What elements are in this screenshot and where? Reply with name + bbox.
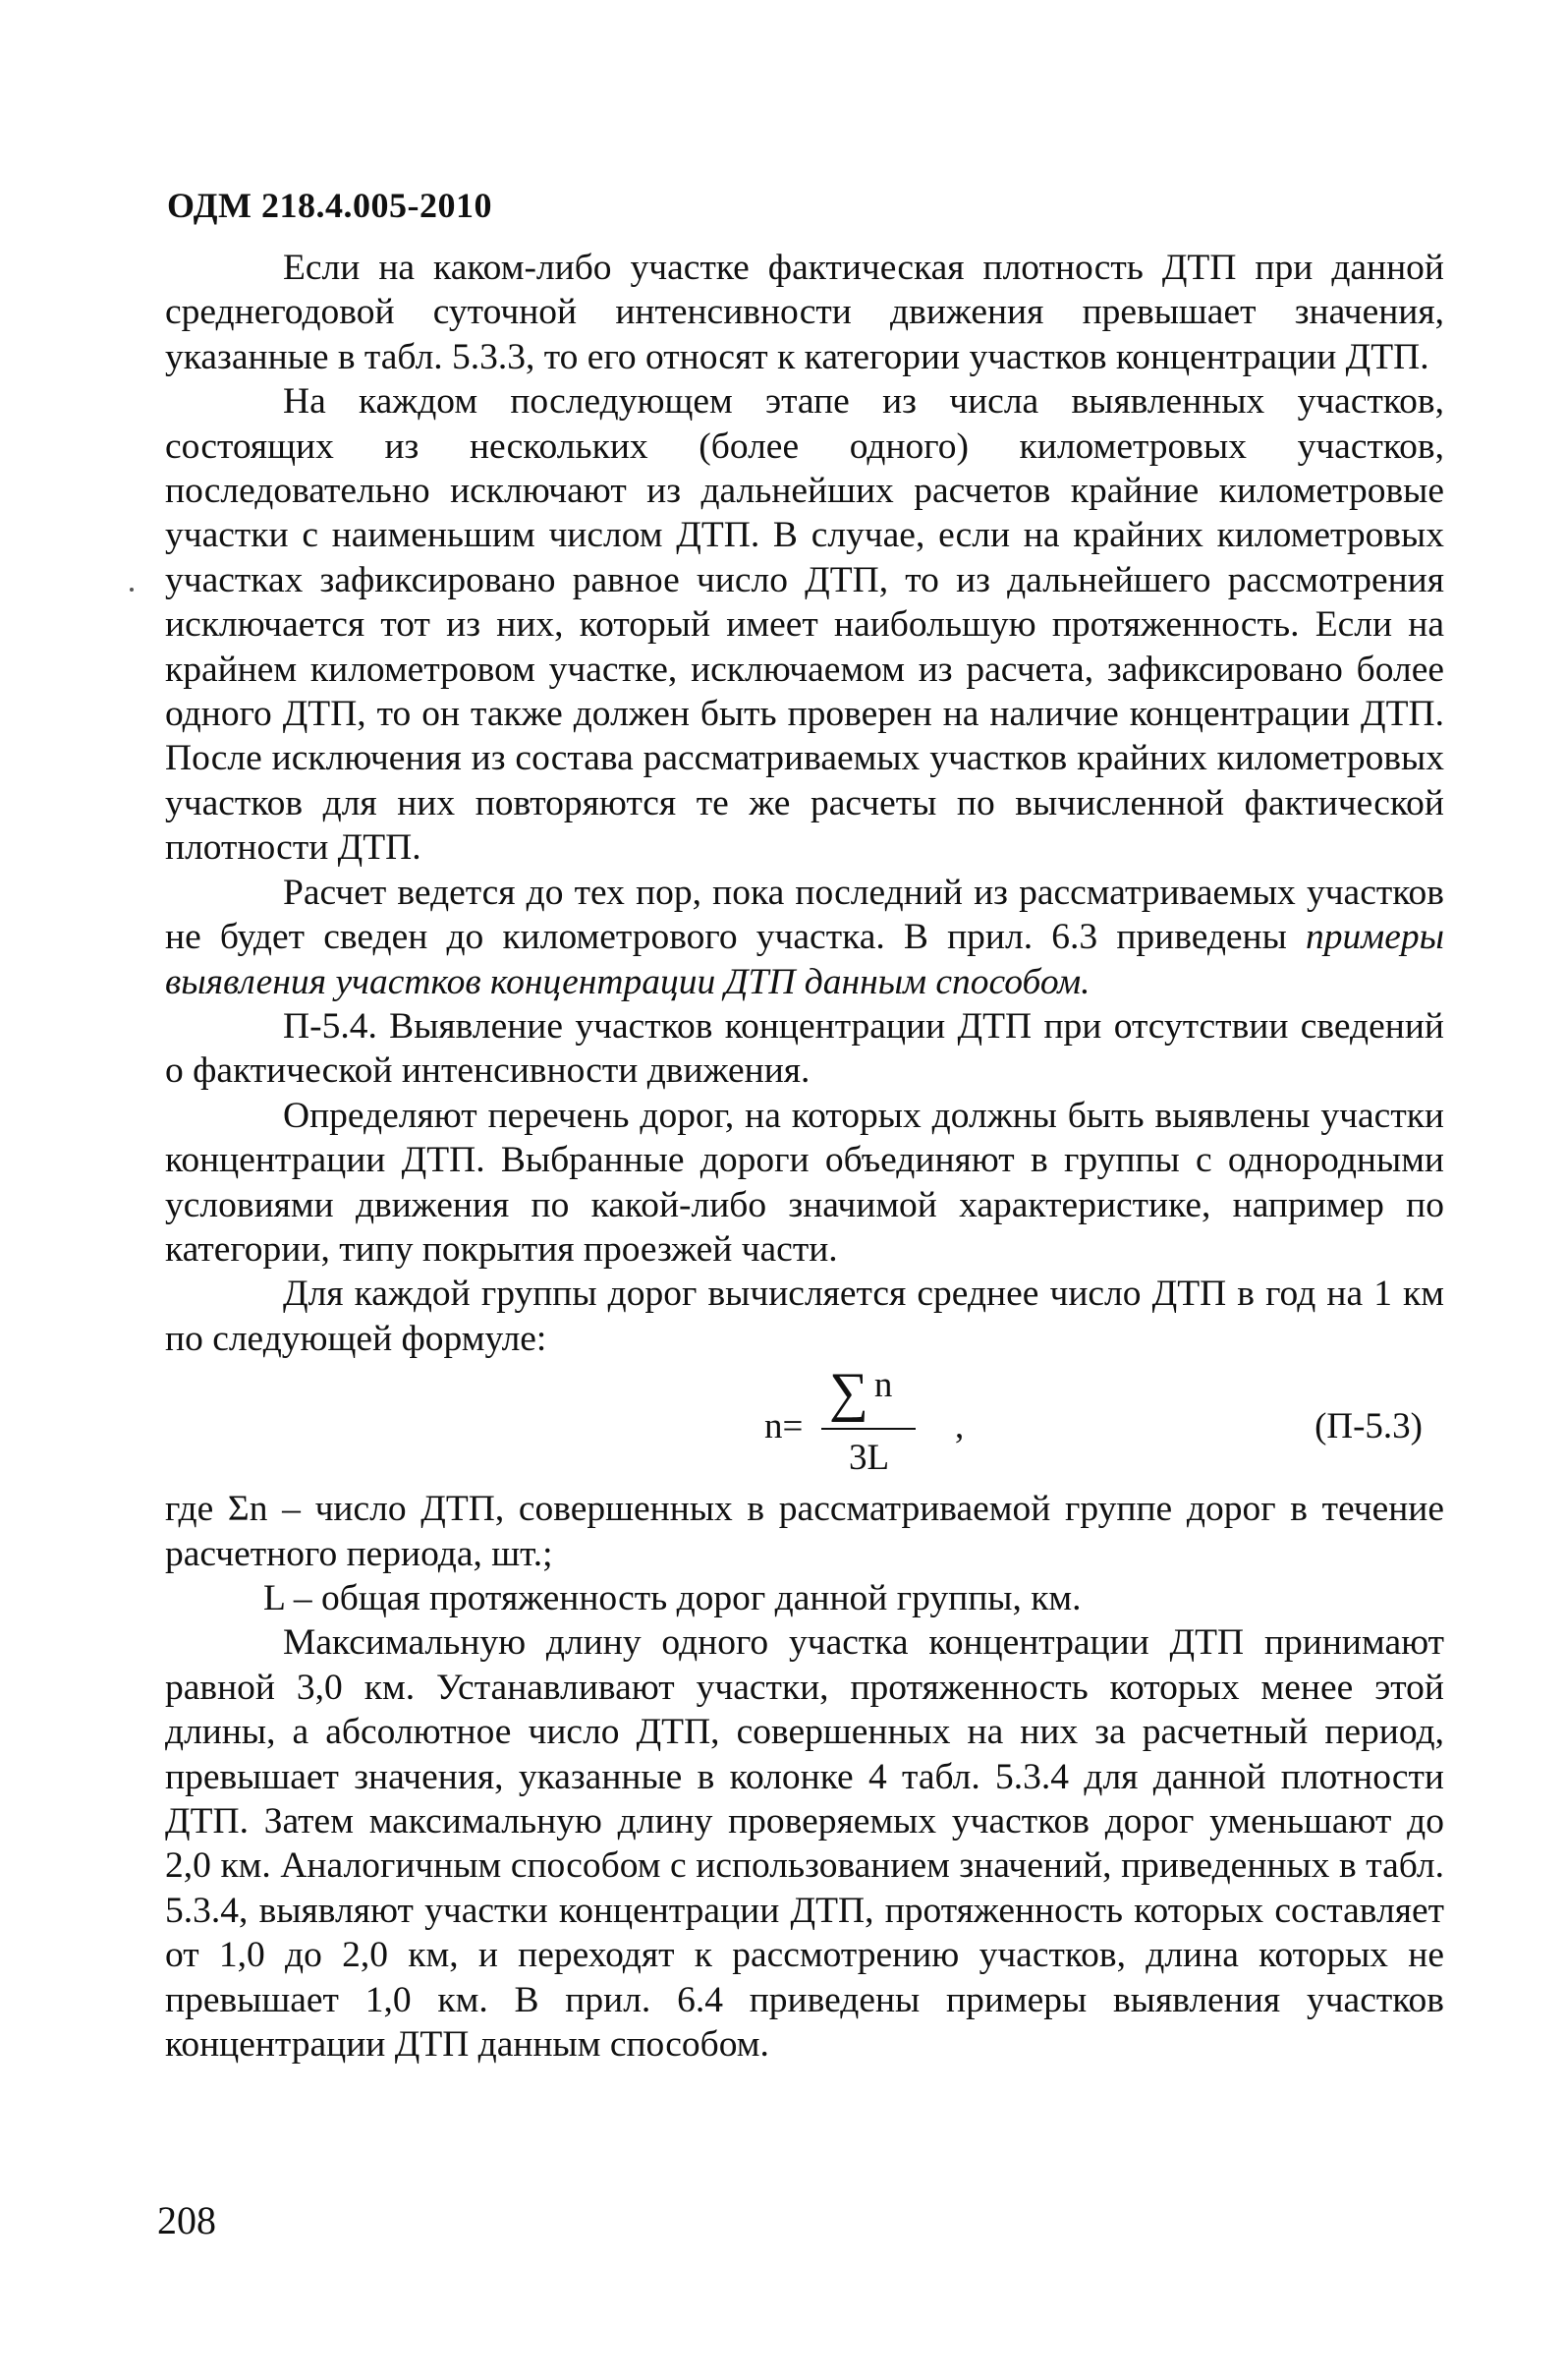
paragraph-calculation-continues xyxy=(165,871,1444,1004)
legend-length-l: L – общая протяженность дорог данной группы, км. xyxy=(263,1577,1082,1618)
formula-fraction xyxy=(821,1361,949,1487)
sigma-symbol: ∑ xyxy=(829,1362,868,1424)
page-number: 208 xyxy=(157,2198,216,2242)
paragraph-max-length: Максимальную длину одного участка концентрации ДТП принимают равной 3,0 км. Устанавливают участки, протяженность которых менее этой длины, а абсолютное число ДТП, совершенных на них за расчетный период, превышает значения, указанные в колонке 4 табл. 5.3.4 для данной плотности ДТП. Затем максимальную длину проверяемых участков дорог уменьшают до 2,0 км. Аналогичным способом с использованием значений, приведенных в табл. 5.3.4, выявляют участки концентрации ДТП, протяженность которых составляет от 1,0 до 2,0 км, и переходят к рассмотрению участков, длина которых не превышает 1,0 км. В прил. 6.4 приведены примеры выявления участков концентрации ДТП данным способом. xyxy=(165,1622,1444,2066)
section-heading-p-5-4: П-5.4. Выявление участков концентрации ДТП при отсутствии сведений о фактической интенсивности движения. xyxy=(165,1005,1444,1092)
formula-numerator xyxy=(829,1361,893,1424)
paragraph-road-list: Определяют перечень дорог, на которых должны быть выявлены участки концентрации ДТП. Выбранные дороги объединяют в группы с однородными условиями движения по какой-либо значимой характеристике, например по категории, типу покрытия проезжей части. xyxy=(165,1095,1444,1270)
formula-legend xyxy=(165,1487,1444,1620)
paragraph-calculation-text: Расчет ведется до тех пор, пока последний из рассматриваемых участков не будет сведен до километрового участка. В прил. 6.3 приведены xyxy=(165,872,1444,958)
legend-sum-n: где Σn – число ДТП, совершенных в рассматриваемой группе дорог в течение расчетного периода, шт.; xyxy=(165,1489,1444,1574)
paragraph-calculation-italic: примеры выявления участков концентрации ДТП данным способом. xyxy=(165,917,1444,1002)
formula-numerator-var: n xyxy=(873,1365,893,1406)
fraction-bar xyxy=(821,1428,916,1430)
formula-lhs: n= xyxy=(764,1406,804,1447)
formula-p-5-3 xyxy=(165,1361,1444,1487)
body-text xyxy=(165,246,1444,2067)
paragraph-density-exceeds: Если на каком-либо участке фактическая плотность ДТП при данной среднегодовой суточной интенсивности движения превышает значения, указанные в табл. 5.3.3, то его относят к категории участков концентрации ДТП. xyxy=(165,248,1444,377)
scan-artifact-dot xyxy=(130,588,134,592)
formula-denominator: 3L xyxy=(849,1438,890,1479)
formula-label: (П-5.3) xyxy=(1314,1406,1423,1447)
paragraph-average-formula-intro: Для каждой группы дорог вычисляется среднее число ДТП в год на 1 км по следующей формуле: xyxy=(165,1274,1444,1359)
document-code-header: ОДМ 218.4.005-2010 xyxy=(167,186,492,225)
formula-comma: , xyxy=(955,1406,965,1447)
paragraph-next-stage: На каждом последующем этапе из числа выявленных участков, состоящих из нескольких (более одного) километровых участков, последовательно исключают из дальнейших расчетов крайние километровые участки с наименьшим числом ДТП. В случае, если на крайних километровых участках зафиксировано равное число ДТП, то из дальнейшего рассмотрения исключается тот из них, который имеет наибольшую протяженность. Если на крайнем километровом участке, исключаемом из расчета, зафиксировано более одного ДТП, то он также должен быть проверен на наличие концентрации ДТП. После исключения из состава рассматриваемых участков крайних километровых участков для них повторяются те же расчеты по вычисленной фактической плотности ДТП. xyxy=(165,381,1444,869)
